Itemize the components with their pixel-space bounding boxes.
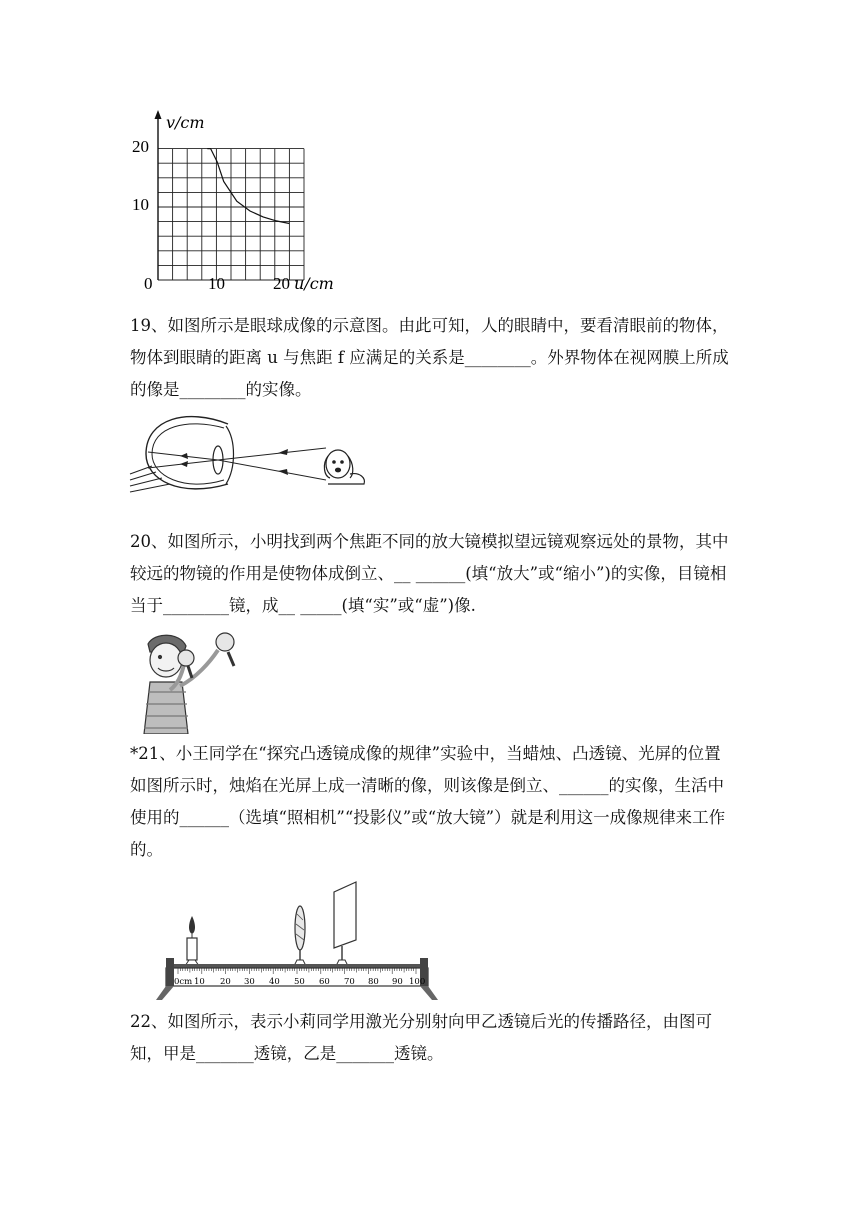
scale-label-40: 40	[269, 977, 280, 987]
dog-object	[324, 450, 364, 484]
x-tick-20: 20	[273, 274, 290, 293]
cornea	[226, 426, 234, 484]
x-axis-label: u/cm	[294, 274, 334, 293]
ray-lower	[218, 460, 326, 480]
candle	[185, 916, 199, 966]
arrow-inside-upper	[180, 461, 188, 467]
data-curve	[207, 149, 289, 224]
scale-label-90: 90	[392, 977, 403, 987]
eye-imaging-figure	[128, 414, 378, 498]
scale-label-0: 0cm	[174, 977, 193, 987]
arrow-lower	[278, 469, 288, 475]
y-tick-20: 20	[132, 137, 149, 156]
ray-upper	[218, 448, 326, 460]
scale-label-20: 20	[220, 977, 231, 987]
question-19: 19、如图所示是眼球成像的示意图。由此可知，人的眼睛中，要看清眼前的物体，物体到眼睛的距离 u 与焦距 f 应满足的关系是________。外界物体在视网膜上所成的像是________的实像。	[130, 316, 729, 399]
y-tick-10: 10	[132, 195, 149, 214]
y-axis-label: v/cm	[166, 113, 205, 132]
x-tick-0: 0	[144, 274, 153, 293]
boy-illustration	[144, 633, 234, 734]
light-screen	[334, 882, 356, 966]
scale-label-50: 50	[294, 977, 305, 987]
image-distance-graph	[120, 108, 370, 298]
scale-label-30: 30	[244, 977, 255, 987]
convex-lens	[294, 906, 306, 966]
question-22: 22、如图所示，表示小莉同学用激光分别射向甲乙透镜后光的传播路径，由图可知，甲是_______透镜，乙是_______透镜。	[130, 1012, 712, 1063]
arrow-upper	[278, 449, 288, 455]
arrow-inside-lower	[180, 453, 188, 459]
scale-label-70: 70	[344, 977, 355, 987]
scale-label-60: 60	[319, 977, 330, 987]
question-21: *21、小王同学在“探究凸透镜成像的规律”实验中，当蜡烛、凸透镜、光屏的位置如图所示时，烛焰在光屏上成一清晰的像，则该像是倒立、______的实像，生活中使用的______（选填“照相机”“投影仪”或“放大镜”）就是利用这一成像规律来工作的。	[130, 744, 726, 859]
y-axis-arrow	[155, 110, 162, 119]
question-20: 20、如图所示，小明找到两个焦距不同的放大镜模拟望远镜观察远处的景物，其中较远的物镜的作用是使物体成倒立、__ ______(填“放大”或“缩小”)的实像，目镜相当于________镜，成__ _____(填“实”或“虚”)像.	[130, 532, 729, 615]
boy-telescope-figure	[130, 630, 242, 734]
scale-label-80: 80	[368, 977, 379, 987]
optical-bench-figure	[154, 880, 440, 1002]
scale-label-10: 10	[194, 977, 205, 987]
x-tick-10: 10	[208, 274, 225, 293]
scale-label-100: 100	[409, 977, 426, 987]
graph-grid	[158, 149, 304, 280]
